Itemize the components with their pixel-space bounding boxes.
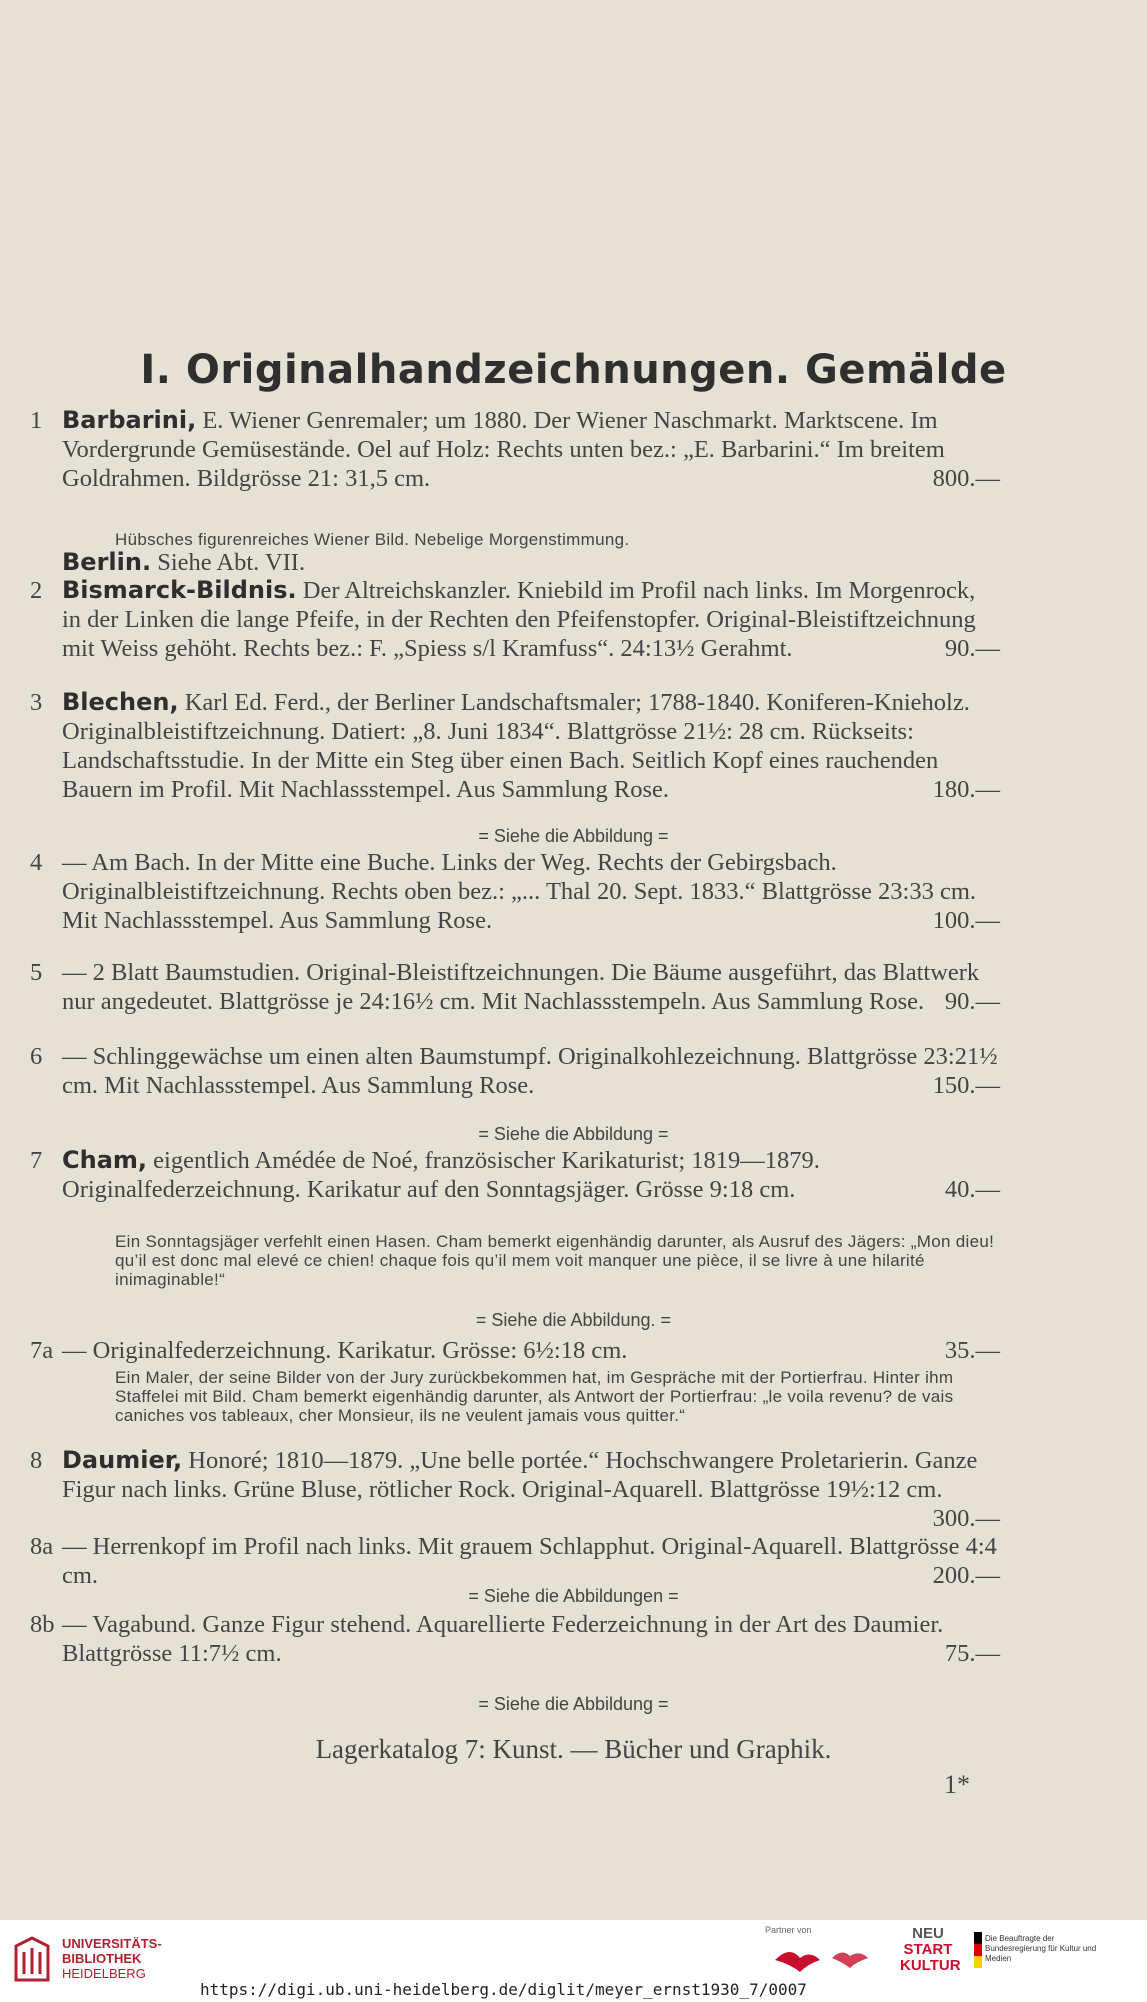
entry-note: Ein Sonntagsjäger verfehlt einen Hasen. Cham bemerkt eigenhändig darunter, als Ausruf des Jägers: „Mon dieu! qu’il est donc mal elevé ce chien! chaque fois qu’il mem voit manquer une pièce, il se livre à une hilarité inimaginable!“ — [115, 1232, 995, 1289]
entry-price: 180.— — [932, 776, 1000, 803]
illustration-reference: = Siehe die Abbildungen = — [468, 1586, 679, 1606]
catalog-entry-5 — [30, 958, 1000, 1016]
entry-number: 7 — [30, 1147, 43, 1174]
bkm-logo-text: Die Beauftragte der Bundesregierung für Kultur und Medien — [985, 1934, 1097, 1963]
artist-name: Barbarini, — [62, 406, 197, 434]
library-logo-line: BIBLIOTHEK — [62, 1951, 142, 1966]
artist-name: Daumier, — [62, 1446, 183, 1474]
entry-number: 5 — [30, 959, 43, 986]
entry-note: Ein Maler, der seine Bilder von der Jury zurückbekommen hat, im Gespräche mit der Portierfrau. Hinter ihm Staffelei mit Bild. Cham bemerkt eigenhändig darunter, als Antwort der Portierfrau: „le voila revenu? de vais caniches vos tableaux, cher Monsieur, ils ne veulent jamais vous quitter.“ — [115, 1368, 954, 1425]
neustart-line-1: NEU — [912, 1925, 944, 1942]
neustart-line-2: START — [903, 1941, 953, 1958]
entry-price: 75.— — [944, 1640, 1000, 1667]
catalog-entry-berlin — [30, 548, 1000, 577]
catalog-entry-7a — [30, 1336, 1000, 1365]
entry-description: — Am Bach. In der Mitte eine Buche. Links der Weg. Rechts der Gebirgsbach. Originalbleistiftzeichnung. Rechts oben bez.: „... Thal 20. Sept. 1833.“ Blattgrösse 23:33 cm. Mit Nachlassstempel. Aus Sammlung Rose. — [62, 849, 977, 934]
catalog-entry-8a — [30, 1532, 1000, 1590]
entry-description: Honoré; 1810—1879. „Une belle portée.“ Hochschwangere Proletarierin. Ganze Figur nach links. Grüne Bluse, rötlicher Rock. Original-Aquarell. Blattgrösse 19½:12 cm. — [62, 1447, 978, 1503]
catalog-entry-2 — [30, 576, 1000, 663]
entry-description: — 2 Blatt Baumstudien. Original-Bleistiftzeichnungen. Die Bäume ausgeführt, das Blattwerk nur angedeutet. Blattgrösse je 24:16½ cm. Mit Nachlassstempeln. Aus Sammlung Rose. — [62, 959, 980, 1015]
partner-label: Partner von — [765, 1925, 812, 1935]
catalog-entry-8b — [30, 1610, 1000, 1668]
catalog-entry-7 — [30, 1146, 1000, 1204]
entry-number: 7a — [30, 1337, 54, 1364]
catalog-footer-title: Lagerkatalog 7: Kunst. — Bücher und Graphik. — [315, 1734, 832, 1764]
entry-note: Hübsches figurenreiches Wiener Bild. Nebelige Morgenstimmung. — [115, 530, 630, 549]
german-flag-icon — [974, 1932, 982, 1968]
illustration-reference: = Siehe die Abbildung. = — [475, 1310, 672, 1330]
artist-name: Cham, — [62, 1146, 148, 1174]
entry-description: Der Altreichskanzler. Kniebild im Profil nach links. Im Morgenrock, in der Linken die lange Pfeife, in der Rechten den Pfeifenstopfer. Original-Bleistiftzeichnung mit Weiss gehöht. Rechts bez.: F. „Spiess s/l Kramfuss“. 24:13½ Gerahmt. — [62, 577, 976, 662]
illustration-reference: = Siehe die Abbildung = — [478, 1694, 669, 1714]
entry-description: Siehe Abt. VII. — [151, 549, 306, 576]
entry-price: 90.— — [944, 635, 1000, 662]
entry-description: — Vagabund. Ganze Figur stehend. Aquarellierte Federzeichnung in der Art des Daumier. Blattgrösse 11:7½ cm. — [62, 1611, 944, 1667]
artist-name: Bismarck-Bildnis. — [62, 576, 297, 604]
partner-bird-logo-icon — [770, 1940, 880, 1980]
entry-number: 2 — [30, 577, 43, 604]
library-logo-icon — [12, 1934, 52, 1984]
library-logo[interactable] — [12, 1930, 162, 1990]
entry-number: 4 — [30, 849, 43, 876]
section-heading: I. Originalhandzeichnungen. Gemälde — [140, 347, 1007, 393]
catalog-entry-1 — [30, 406, 1000, 493]
catalog-entry-6 — [30, 1042, 1000, 1100]
neustart-line-3: KULTUR — [900, 1957, 961, 1974]
entry-description: Karl Ed. Ferd., der Berliner Landschaftsmaler; 1788-1840. Koniferen-Knieholz. Originalbleistiftzeichnung. Datiert: „8. Juni 1834“. Blattgrösse 21½: 28 cm. Rückseits: Landschaftsstudie. In der Mitte ein Steg über einen Bach. Seitlich Kopf eines rauchenden Bauern im Profil. Mit Nachlassstempel. Aus Sammlung Rose. — [62, 689, 970, 803]
entry-description: eigentlich Amédée de Noé, französischer Karikaturist; 1819—1879. Originalfederzeichnung. Karikatur auf den Sonntagsjäger. Grösse 9:18 cm. — [62, 1147, 820, 1203]
artist-name: Blechen, — [62, 688, 179, 716]
neustart-kultur-logo[interactable] — [900, 1925, 961, 1974]
entry-number: 1 — [30, 407, 43, 434]
library-logo-text — [62, 1936, 162, 1981]
entry-description: — Originalfederzeichnung. Karikatur. Grösse: 6½:18 cm. — [62, 1337, 628, 1364]
entry-price: 90.— — [944, 988, 1000, 1015]
entry-price: 300.— — [932, 1505, 1000, 1532]
entry-price: 800.— — [932, 465, 1000, 492]
library-logo-line: UNIVERSITÄTS- — [62, 1936, 162, 1951]
entry-price: 35.— — [944, 1337, 1000, 1364]
entry-number: 8b — [30, 1611, 55, 1638]
catalog-entry-4 — [30, 848, 1000, 935]
entry-price: 100.— — [932, 907, 1000, 934]
entry-description: — Schlinggewächse um einen alten Baumstumpf. Originalkohlezeichnung. Blattgrösse 23:21½ cm. Mit Nachlassstempel. Aus Sammlung Rose. — [62, 1043, 998, 1099]
entry-price: 150.— — [932, 1072, 1000, 1099]
catalog-entry-3 — [30, 688, 1000, 804]
entry-number: 8 — [30, 1447, 43, 1474]
entry-price: 40.— — [944, 1176, 1000, 1203]
entry-number: 6 — [30, 1043, 43, 1070]
illustration-reference: = Siehe die Abbildung = — [478, 1124, 669, 1144]
entry-number: 8a — [30, 1533, 54, 1560]
catalog-entry-8 — [30, 1446, 1000, 1533]
artist-name: Berlin. — [62, 548, 152, 576]
library-logo-line: HEIDELBERG — [62, 1966, 146, 1981]
entry-description: — Herrenkopf im Profil nach links. Mit grauem Schlapphut. Original-Aquarell. Blattgrösse 4:4 cm. — [62, 1533, 997, 1589]
source-url[interactable]: https://digi.ub.uni-heidelberg.de/diglit/meyer_ernst1930_7/0007 — [200, 1980, 807, 1999]
illustration-reference: = Siehe die Abbildung = — [478, 826, 669, 846]
entry-price: 200.— — [932, 1562, 1000, 1589]
entry-description: E. Wiener Genremaler; um 1880. Der Wiener Naschmarkt. Marktscene. Im Vordergrunde Gemüsestände. Oel auf Holz: Rechts unten bez.: „E. Barbarini.“ Im breitem Goldrahmen. Bildgrösse 21: 31,5 cm. — [62, 407, 945, 492]
entry-number: 3 — [30, 689, 43, 716]
page-number: 1* — [944, 1770, 970, 1799]
